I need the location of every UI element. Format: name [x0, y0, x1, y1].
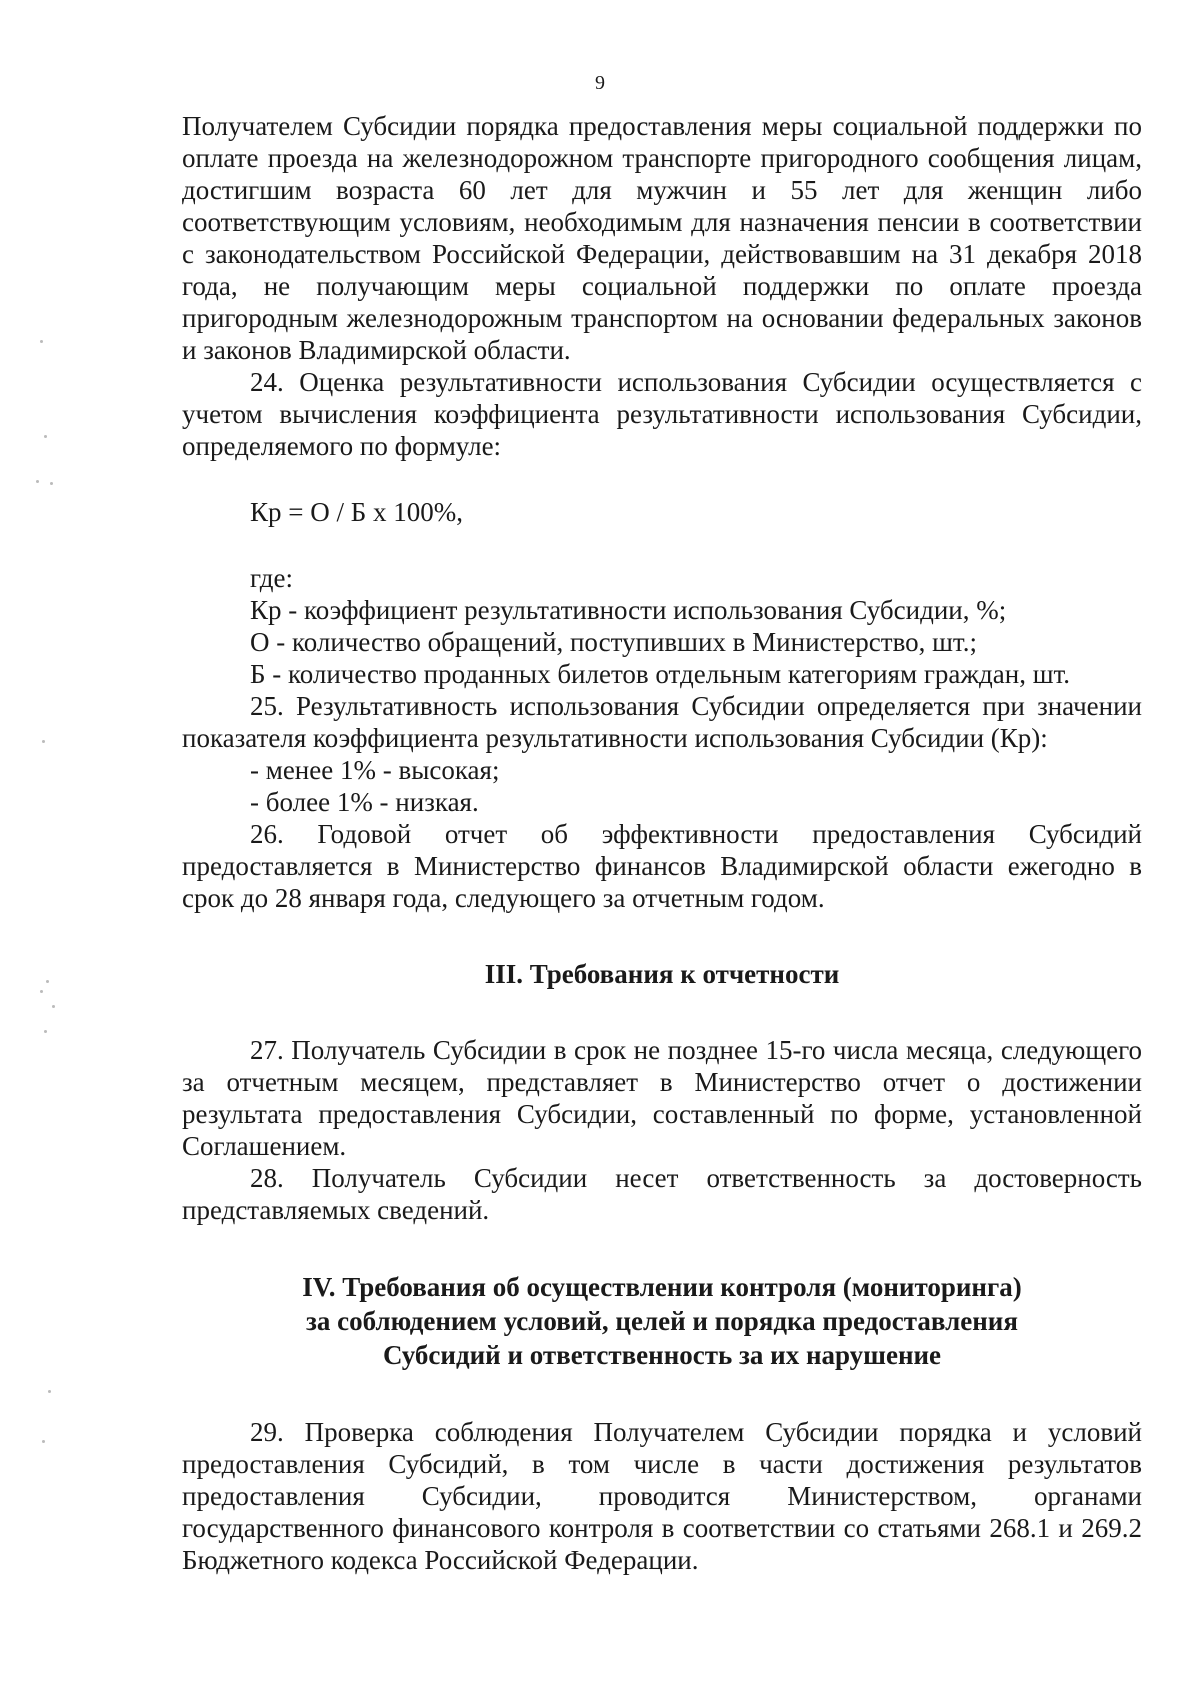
definition-b: Б - количество проданных билетов отдельным категориям граждан, шт.	[250, 659, 1071, 689]
paragraph-28: 28. Получатель Субсидии несет ответственность за достоверность представляемых сведений.	[182, 1163, 1142, 1225]
document-body	[182, 110, 1142, 1576]
definition-kr: Кр - коэффициент результативности использования Субсидии, %;	[250, 595, 1007, 625]
paragraph-29: 29. Проверка соблюдения Получателем Субсидии порядка и условий предоставления Субсидий, в том числе в части достижения результатов предоставления Субсидии, проводится Министерством, органами государственного финансового контроля в соответствии со статьями 268.1 и 269.2 Бюджетного кодекса Российской Федерации.	[182, 1417, 1142, 1575]
section-heading-4-line-3: Субсидий и ответственность за их нарушение	[382, 1340, 942, 1370]
formula-where: где:	[250, 563, 293, 593]
paragraph-24: 24. Оценка результативности использования Субсидии осуществляется с учетом вычисления коэффициента результативности использования Субсидии, определяемого по формуле:	[182, 367, 1142, 461]
section-heading-4	[182, 1270, 1142, 1372]
paragraph-25: 25. Результативность использования Субсидии определяется при значении показателя коэффициента результативности использования Субсидии (Кр):	[182, 691, 1142, 753]
paragraph-continuation: Получателем Субсидии порядка предоставления меры социальной поддержки по оплате проезда на железнодорожном транспорте пригородного сообщения лицам, достигшим возраста 60 лет для мужчин и 55 лет для женщин либо соответствующим условиям, необходимым для назначения пенсии в соответствии с законодательством Российской Федерации, действовавшим на 31 декабря 2018 года, не получающим меры социальной поддержки по оплате проезда пригородным железнодорожным транспортом на основании федеральных законов и законов Владимирской области.	[182, 111, 1142, 365]
paragraph-25-item-high: - менее 1% - высокая;	[250, 755, 500, 785]
formula: Кр = О / Б х 100%,	[250, 497, 463, 527]
definition-o: О - количество обращений, поступивших в Министерство, шт.;	[250, 627, 977, 657]
scan-margin-marks	[30, 340, 70, 1540]
page-number: 9	[595, 72, 605, 94]
section-heading-4-line-2: за соблюдением условий, целей и порядка предоставления	[306, 1306, 1018, 1336]
section-heading-3: III. Требования к отчетности	[484, 959, 840, 989]
paragraph-25-item-low: - более 1% - низкая.	[250, 787, 479, 817]
section-heading-4-line-1: IV. Требования об осуществлении контроля (мониторинга)	[302, 1272, 1022, 1302]
paragraph-26: 26. Годовой отчет об эффективности предоставления Субсидий предоставляется в Министерство финансов Владимирской области ежегодно в срок до 28 января года, следующего за отчетным годом.	[182, 819, 1142, 913]
paragraph-27: 27. Получатель Субсидии в срок не позднее 15-го числа месяца, следующего за отчетным месяцем, представляет в Министерство отчет о достижении результата предоставления Субсидии, составленный по форме, установленной Соглашением.	[182, 1035, 1142, 1161]
